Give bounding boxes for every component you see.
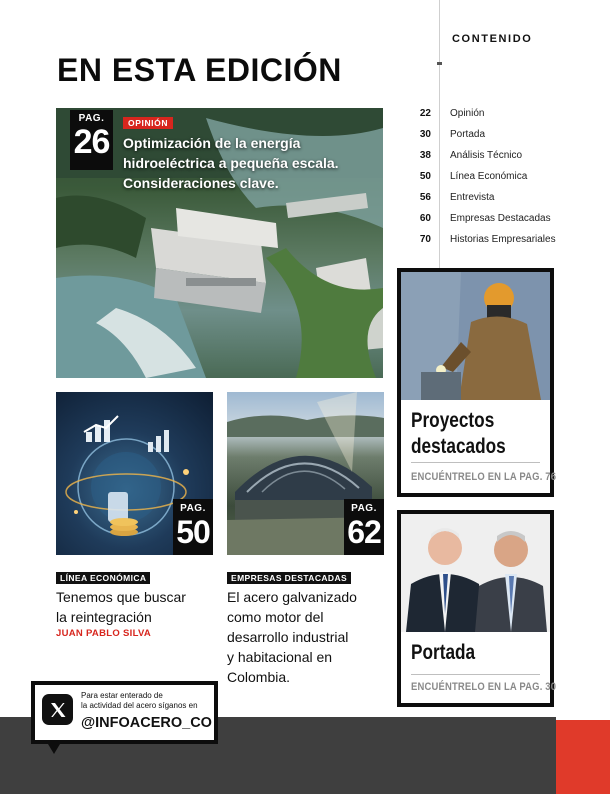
social-handle[interactable]: @INFOACERO_CO — [81, 715, 212, 731]
footer-accent — [556, 720, 610, 794]
article-title[interactable]: Tenemos que buscar la reintegración — [56, 589, 186, 625]
divider — [411, 462, 540, 463]
toc-item-empresas-destacadas[interactable]: 60 Empresas Destacadas — [419, 213, 551, 224]
card-title: Portada — [411, 641, 476, 664]
category-tag: LÍNEA ECONÓMICA — [56, 572, 150, 584]
toc-item-analisis-tecnico[interactable]: 38 Análisis Técnico — [419, 150, 523, 161]
welder-image — [401, 272, 550, 400]
divider-mark — [437, 62, 442, 65]
social-message: Para estar enterado de la actividad del acero síganos en — [81, 691, 198, 710]
page-reference: ENCUÉNTRELO EN LA PAG. 30 — [411, 681, 557, 693]
article-thumbnail-economy[interactable] — [56, 392, 213, 555]
card-title: Proyectos destacados — [411, 409, 506, 458]
divider — [411, 674, 540, 675]
page-badge: PAG. 62 — [344, 499, 384, 555]
page-reference: ENCUÉNTRELO EN LA PAG. 76 — [411, 471, 557, 483]
article-title[interactable]: El acero galvanizado como motor del desarrollo industrial y habitacional en Colombia. — [227, 589, 357, 685]
cover-portrait-image — [401, 514, 550, 632]
toc-item-portada[interactable]: 30 Portada — [419, 129, 486, 140]
page-title: EN ESTA EDICIÓN — [57, 52, 342, 88]
page-badge: PAG. 26 — [70, 110, 113, 170]
toc-heading: CONTENIDO — [452, 33, 533, 45]
hero-article[interactable] — [56, 108, 383, 378]
category-tag: EMPRESAS DESTACADAS — [227, 572, 351, 584]
toc-item-linea-economica[interactable]: 50 Línea Económica — [419, 171, 528, 182]
toc-item-entrevista[interactable]: 56 Entrevista — [419, 192, 495, 203]
hero-headline: Optimización de la energía hidroeléctrica a pequeña escala. Consideraciones clave. — [123, 135, 339, 191]
page-badge: PAG. 50 — [173, 499, 213, 555]
speech-bubble-tail — [48, 744, 60, 754]
category-tag: OPINIÓN — [123, 117, 173, 129]
article-thumbnail-galvanized-steel[interactable] — [227, 392, 384, 555]
featured-projects-card[interactable] — [397, 268, 557, 497]
toc-list — [400, 103, 605, 250]
article-author: JUAN PABLO SILVA — [56, 628, 152, 639]
x-logo-icon — [42, 694, 73, 725]
toc-item-historias-empresariales[interactable]: 70 Historias Empresariales — [419, 234, 556, 245]
cover-card[interactable] — [397, 510, 557, 707]
social-callout[interactable] — [31, 681, 218, 744]
toc-item-opinion[interactable]: 22 Opinión — [419, 108, 485, 119]
